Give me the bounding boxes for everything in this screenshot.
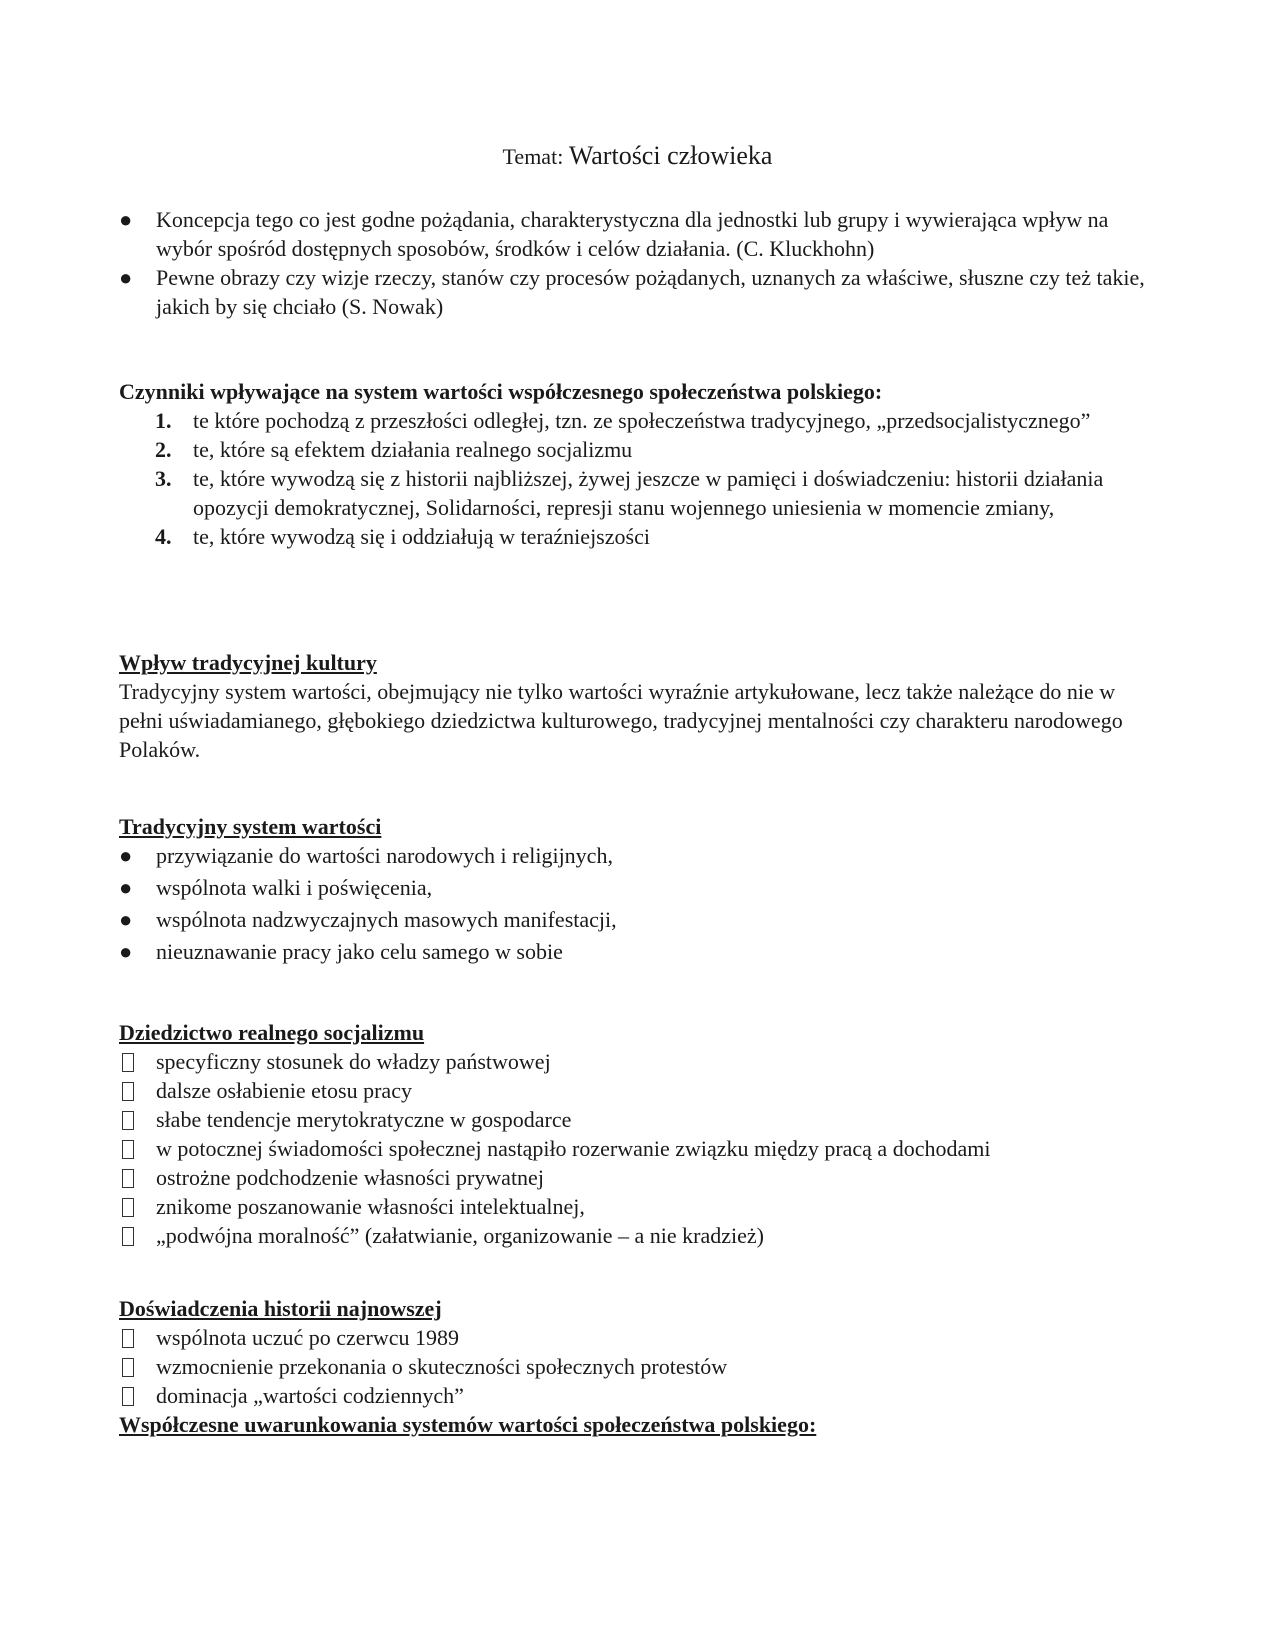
missing-glyph-icon: [122, 1140, 134, 1159]
list-item: dominacja „wartości codziennych”: [119, 1381, 1159, 1410]
bullet-icon: ●: [119, 265, 133, 290]
missing-glyph-icon: [122, 1329, 134, 1348]
culture-section: [119, 648, 1159, 764]
section-heading: Współczesne uwarunkowania systemów wartości społeczeństwa polskiego:: [119, 1412, 817, 1437]
section-heading: Tradycyjny system wartości: [119, 814, 382, 839]
missing-glyph-icon: [122, 1053, 134, 1072]
socialism-section: [119, 1018, 1159, 1250]
bullet-icon: ●: [119, 207, 133, 232]
title-main: Wartości człowieka: [568, 141, 773, 170]
missing-glyph-icon: [122, 1387, 134, 1406]
missing-glyph-icon: [122, 1082, 134, 1101]
list-item: ● wspólnota nadzwyczajnych masowych manifestacji,: [119, 907, 617, 932]
bullet-icon: ●: [119, 875, 133, 900]
section-heading: Dziedzictwo realnego socjalizmu: [119, 1020, 425, 1045]
list-item: znikome poszanowanie własności intelektualnej,: [119, 1192, 1159, 1221]
list-item: ● wspólnota walki i poświęcenia,: [119, 875, 433, 900]
list-item: wzmocnienie przekonania o skuteczności społecznych protestów: [119, 1352, 1159, 1381]
list-item: ostrożne podchodzenie własności prywatnej: [119, 1163, 1159, 1192]
list-item: ● nieuznawanie pracy jako celu samego w sobie: [119, 939, 563, 964]
traditional-section: [119, 812, 1159, 969]
definitions-section: [119, 205, 1159, 321]
list-item: specyficzny stosunek do władzy państwowej: [119, 1047, 1159, 1076]
missing-glyph-icon: [122, 1358, 134, 1377]
missing-glyph-icon: [122, 1227, 134, 1246]
list-item: 1. te które pochodzą z przeszłości odległej, tzn. ze społeczeństwa tradycyjnego, „przedsocjalistycznego”: [155, 408, 1091, 433]
list-item: „podwójna moralność” (załatwianie, organizowanie – a nie kradzież): [119, 1221, 1159, 1250]
list-item: słabe tendencje merytokratyczne w gospodarce: [119, 1105, 1159, 1134]
list-item: 4. te, które wywodzą się i oddziałują w teraźniejszości: [155, 524, 650, 549]
bullet-icon: ●: [119, 939, 133, 964]
paragraph: Tradycyjny system wartości, obejmujący nie tylko wartości wyraźnie artykułowane, lecz także należące do nie w pełni uświadamianego, głębokiego dziedzictwa kulturowego, tradycyjnej mentalności czy charakteru narodowego Polaków.: [119, 679, 1123, 762]
missing-glyph-icon: [122, 1169, 134, 1188]
missing-glyph-icon: [122, 1198, 134, 1217]
bullet-icon: ●: [119, 907, 133, 932]
document-title: [0, 140, 1275, 173]
list-item: dalsze osłabienie etosu pracy: [119, 1076, 1159, 1105]
title-prefix: Temat:: [502, 144, 564, 169]
list-item: w potocznej świadomości społecznej nastąpiło rozerwanie związku między pracą a dochodami: [119, 1134, 1159, 1163]
list-item: 2. te, które są efektem działania realnego socjalizmu: [155, 437, 633, 462]
list-item: 3. te, które wywodzą się z historii najbliższej, żywej jeszcze w pamięci i doświadczeniu: historii działania opozycji demokratycznej, Solidarności, represji stanu wojennego uniesienia w momencie zmiany,: [155, 466, 1104, 520]
list-item: ● przywiązanie do wartości narodowych i religijnych,: [119, 843, 613, 868]
list-item: wspólnota uczuć po czerwcu 1989: [119, 1323, 1159, 1352]
section-heading: Wpływ tradycyjnej kultury: [119, 650, 377, 675]
section-heading: Czynniki wpływające na system wartości współczesnego społeczeństwa polskiego:: [119, 379, 883, 404]
recent-history-section: [119, 1294, 1159, 1439]
list-item: ● Pewne obrazy czy wizje rzeczy, stanów czy procesów pożądanych, uznanych za właściwe, słuszne czy też takie, jakich by się chciało (S. Nowak): [119, 265, 1145, 319]
list-item: ● Koncepcja tego co jest godne pożądania, charakterystyczna dla jednostki lub grupy i wywierająca wpływ na wybór spośród dostępnych sposobów, środków i celów działania. (C. Kluckhohn): [119, 207, 1109, 261]
factors-section: [119, 377, 1159, 551]
missing-glyph-icon: [122, 1111, 134, 1130]
section-heading: Doświadczenia historii najnowszej: [119, 1296, 442, 1321]
bullet-icon: ●: [119, 843, 133, 868]
